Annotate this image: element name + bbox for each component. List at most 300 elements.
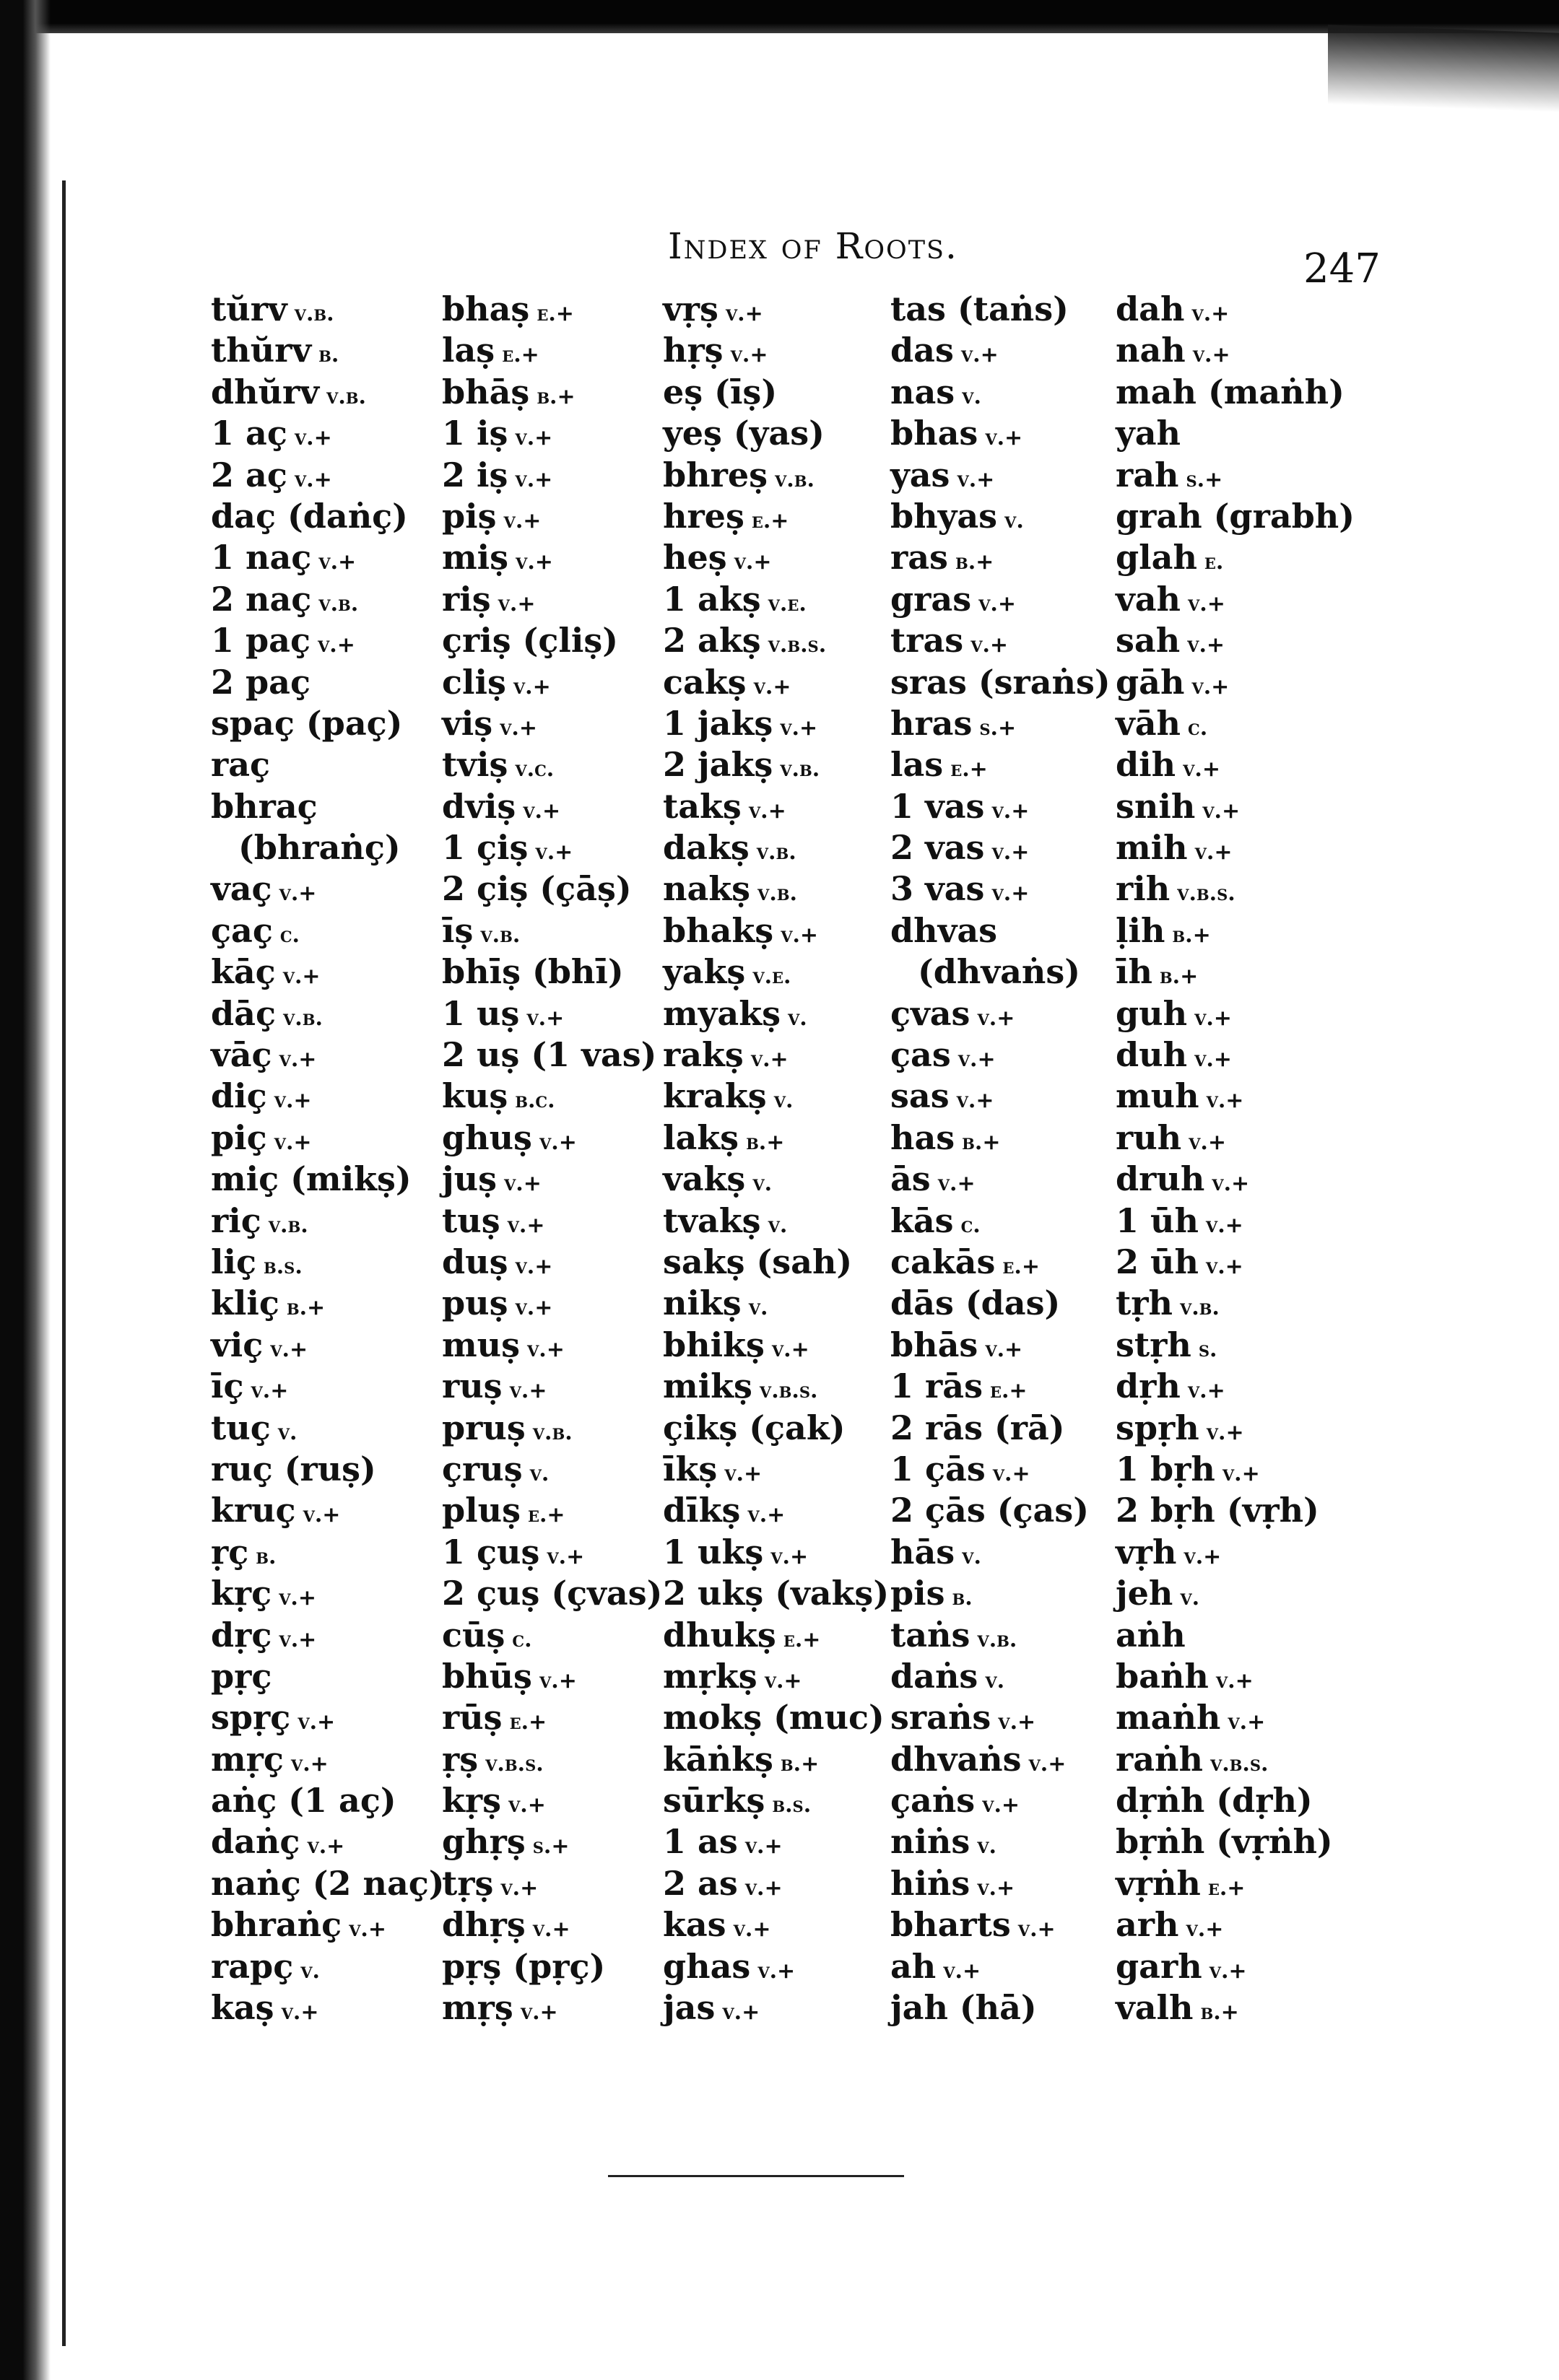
root-entry (663, 868, 889, 910)
source-abbrev: v.+ (982, 1792, 1020, 1818)
source-abbrev: v. (977, 1834, 997, 1860)
root-word: bharts (890, 1905, 1011, 1945)
root-entry (663, 827, 889, 868)
root-word: naṅç (2 naç) (211, 1863, 445, 1903)
root-word: jeh (1116, 1574, 1173, 1613)
source-abbrev: v.+ (1209, 1958, 1247, 1984)
root-word: 2 naç (211, 579, 312, 619)
root-entry (442, 1159, 662, 1200)
source-abbrev: v.+ (733, 1917, 771, 1943)
source-abbrev: v. (300, 1958, 320, 1984)
root-word: gras (890, 579, 972, 619)
root-word: vah (1116, 579, 1181, 619)
root-word: pruṣ (442, 1408, 526, 1447)
root-entry (1116, 1325, 1355, 1366)
root-word: das (890, 331, 954, 370)
root-word: nikṣ (663, 1283, 742, 1323)
root-word: kṛç (211, 1574, 272, 1613)
source-abbrev: v.+ (757, 1958, 796, 1984)
root-word: 1 ukṣ (663, 1532, 764, 1572)
root-word: cliṣ (442, 662, 506, 702)
source-abbrev: v.+ (535, 840, 573, 866)
source-abbrev: v.b. (757, 881, 797, 907)
root-word: tvakṣ (663, 1200, 761, 1240)
root-word: 1 çās (890, 1449, 986, 1488)
root-entry (663, 413, 889, 454)
root-word: mokṣ (muc) (663, 1698, 885, 1738)
root-word: yakṣ (663, 952, 746, 992)
root-entry (211, 1408, 445, 1449)
source-abbrev: v.b.s. (1210, 1751, 1269, 1777)
root-entry (1116, 496, 1355, 537)
root-entry (211, 1200, 445, 1242)
source-abbrev: b.s. (263, 1253, 303, 1279)
root-entry (1116, 1573, 1355, 1614)
source-abbrev: v.+ (1194, 1005, 1232, 1031)
root-word: 1 naç (211, 538, 312, 577)
root-word: mikṣ (663, 1366, 752, 1406)
source-abbrev: v.b. (480, 922, 521, 948)
root-word: tras (890, 621, 964, 661)
root-entry (442, 1117, 662, 1159)
root-word: 1 rās (890, 1366, 983, 1406)
root-entry (1116, 662, 1355, 703)
root-word: bhūṣ (442, 1656, 532, 1696)
root-entry (442, 1366, 662, 1407)
root-word: spṛh (1116, 1408, 1199, 1447)
root-word: rapç (211, 1946, 294, 1986)
root-word: hreṣ (663, 496, 744, 536)
root-word: 1 bṛh (1116, 1449, 1215, 1488)
source-abbrev: v.+ (998, 1709, 1036, 1735)
root-word: ḷih (1116, 910, 1165, 950)
root-word: nakṣ (663, 869, 751, 909)
root-word: çruṣ (442, 1449, 523, 1488)
root-entry (663, 703, 889, 744)
source-abbrev: b.+ (537, 383, 576, 409)
root-word: duṣ (442, 1242, 508, 1281)
source-abbrev: e.+ (783, 1626, 821, 1652)
source-abbrev: b.+ (746, 1129, 785, 1155)
root-word: rūṣ (442, 1698, 503, 1738)
root-entry (663, 1449, 889, 1490)
source-abbrev: v.+ (547, 1543, 585, 1569)
root-word: kāç (211, 952, 276, 992)
root-word: maṅh (1116, 1698, 1221, 1738)
root-entry (1116, 786, 1355, 827)
root-word: has (890, 1117, 955, 1157)
root-entry (1116, 330, 1355, 371)
source-abbrev: v.+ (1184, 1543, 1222, 1569)
root-word: dṛh (1116, 1366, 1181, 1406)
source-abbrev: v.b. (532, 1419, 573, 1445)
root-entry (663, 993, 889, 1034)
root-column-3 (663, 289, 889, 2028)
root-entry (663, 496, 889, 537)
source-abbrev: v.+ (274, 1129, 312, 1155)
root-entry (211, 1615, 445, 1656)
scan-binding-line (62, 180, 66, 2346)
source-abbrev: e.+ (509, 1709, 547, 1735)
root-entry (890, 537, 1111, 578)
source-abbrev: v.+ (523, 798, 561, 824)
root-entry (211, 496, 445, 537)
root-entry (663, 289, 889, 330)
root-word: vakṣ (663, 1159, 746, 1199)
root-entry (211, 1117, 445, 1159)
source-abbrev: v.+ (956, 1088, 994, 1114)
source-abbrev: v.+ (1206, 1419, 1244, 1445)
root-word: gāh (1116, 662, 1185, 702)
root-entry (442, 620, 662, 661)
root-entry (663, 662, 889, 703)
root-entry (211, 1656, 445, 1697)
root-word: kruç (211, 1491, 296, 1530)
root-word: ruh (1116, 1117, 1182, 1157)
root-entry (1116, 1615, 1355, 1656)
root-entry (442, 1946, 662, 1987)
source-abbrev: v.+ (977, 1875, 1015, 1901)
root-entry (890, 868, 1111, 910)
root-word: ghas (663, 1946, 751, 1986)
root-entry (663, 1034, 889, 1076)
root-word: dṛç (211, 1615, 272, 1655)
root-entry (890, 1987, 1111, 2028)
root-entry (442, 910, 662, 951)
root-entry (211, 1449, 445, 1490)
root-entry (1116, 1200, 1355, 1242)
root-entry (211, 1034, 445, 1076)
root-word: bhreṣ (663, 455, 768, 494)
root-word: vāh (1116, 703, 1181, 743)
root-entry (890, 744, 1111, 785)
root-word: tas (taṅs) (890, 289, 1069, 328)
source-abbrev: v.+ (992, 1460, 1030, 1486)
root-word: dāç (211, 993, 276, 1033)
root-entry (442, 786, 662, 827)
source-abbrev: v.b.s. (1177, 881, 1236, 907)
root-word: 2 iṣ (442, 455, 508, 494)
root-entry (442, 1821, 662, 1862)
root-entry (211, 620, 445, 661)
root-word: 2 ukṣ (vakṣ) (663, 1574, 890, 1613)
root-entry (663, 330, 889, 371)
root-entry (211, 455, 445, 496)
root-entry (890, 289, 1111, 330)
source-abbrev: e.+ (751, 507, 789, 533)
root-word: bhraç (211, 786, 318, 826)
root-entry (1116, 289, 1355, 330)
root-word: sakṣ (sah) (663, 1242, 853, 1281)
root-word: pṛç (211, 1656, 272, 1696)
root-word: bhāṣ (442, 372, 530, 411)
source-abbrev: c. (960, 1212, 981, 1238)
root-word: mṛkṣ (663, 1656, 757, 1696)
source-abbrev: s.+ (979, 715, 1017, 741)
root-word: bhakṣ (663, 910, 774, 950)
source-abbrev: v.b. (756, 840, 796, 866)
root-entry (211, 537, 445, 578)
root-entry (890, 993, 1111, 1034)
root-word: dās (das) (890, 1283, 1061, 1323)
root-word: 2 jakṣ (663, 745, 773, 785)
root-entry (211, 703, 445, 744)
root-entry (442, 1242, 662, 1283)
root-word: kaṣ (211, 1988, 274, 2028)
root-entry (442, 993, 662, 1034)
root-entry (1116, 1490, 1355, 1531)
root-word: ghuṣ (442, 1117, 532, 1157)
root-word: vṛh (1116, 1532, 1177, 1572)
root-word: cūṣ (442, 1615, 505, 1655)
root-word: tuṣ (442, 1200, 500, 1240)
root-word: dhŭrv (211, 372, 320, 411)
root-word: bhaṣ (442, 289, 530, 328)
source-abbrev: v.+ (985, 425, 1023, 451)
root-entry (1116, 1863, 1355, 1904)
root-column-4 (890, 289, 1111, 2028)
source-abbrev: v.+ (539, 1668, 577, 1694)
source-abbrev: v.+ (748, 798, 786, 824)
root-word: ças (890, 1035, 951, 1075)
root-entry (442, 868, 662, 910)
root-word: pluṣ (442, 1491, 521, 1530)
root-word: krakṣ (663, 1076, 767, 1116)
root-entry (663, 455, 889, 496)
source-abbrev: b.+ (1172, 922, 1211, 948)
source-abbrev: v.+ (303, 1502, 341, 1528)
root-word: druh (1116, 1159, 1205, 1199)
source-abbrev: v.+ (1205, 1253, 1243, 1279)
source-abbrev: v.+ (1222, 1460, 1260, 1486)
root-entry (890, 1739, 1111, 1780)
root-entry (1116, 1739, 1355, 1780)
root-entry (1116, 1076, 1355, 1117)
source-abbrev: v. (1180, 1585, 1200, 1611)
source-abbrev: v.+ (500, 715, 537, 741)
root-word: stṛh (1116, 1325, 1191, 1364)
source-abbrev: e. (1204, 549, 1224, 575)
root-word: yeṣ (yas) (663, 414, 825, 453)
root-word: mṛç (211, 1739, 284, 1779)
root-word: muṣ (442, 1325, 521, 1364)
source-abbrev: v. (962, 383, 981, 409)
root-word: 2 rās (rā) (890, 1408, 1065, 1447)
root-entry (663, 951, 889, 993)
source-abbrev: v.+ (1017, 1917, 1056, 1943)
root-entry (663, 1325, 889, 1366)
root-word: dīkṣ (663, 1491, 741, 1530)
source-abbrev: v.+ (1189, 1129, 1226, 1155)
source-abbrev: s.+ (1186, 466, 1223, 492)
root-word: kuṣ (442, 1076, 508, 1116)
root-entry (890, 1615, 1111, 1656)
root-entry (1116, 1242, 1355, 1283)
root-entry (1116, 1449, 1355, 1490)
root-entry (442, 1532, 662, 1573)
root-word: vāç (211, 1035, 272, 1075)
source-abbrev: v.+ (251, 1378, 289, 1404)
root-word: yas (890, 455, 950, 494)
root-entry (211, 1076, 445, 1117)
source-abbrev: v.+ (771, 1336, 809, 1362)
root-word: 1 iṣ (442, 414, 508, 453)
root-entry (890, 1532, 1111, 1573)
root-word: īkṣ (663, 1449, 718, 1488)
source-abbrev: v. (1004, 507, 1024, 533)
source-abbrev: v.+ (744, 1834, 783, 1860)
root-word: hṛṣ (663, 331, 724, 370)
root-entry (211, 951, 445, 993)
root-word: bṛṅh (vṛṅh) (1116, 1822, 1333, 1862)
root-entry (442, 579, 662, 620)
source-abbrev: v.b. (318, 590, 359, 616)
source-abbrev: v.+ (318, 549, 357, 575)
root-word: ruṣ (442, 1366, 503, 1406)
source-abbrev: v.+ (957, 1047, 996, 1073)
source-abbrev: v.+ (1192, 342, 1230, 368)
root-entry (211, 1159, 445, 1200)
root-word: yah (1116, 414, 1181, 453)
root-word: rah (1116, 455, 1179, 494)
source-abbrev: v.+ (500, 1875, 539, 1901)
source-abbrev: v.+ (509, 1378, 547, 1404)
root-entry (442, 1573, 662, 1614)
source-abbrev: v.b.s. (768, 632, 827, 658)
root-column-1 (211, 289, 445, 2028)
root-entry (1116, 827, 1355, 868)
root-word: sras (sraṅs) (890, 662, 1111, 702)
root-entry (890, 1366, 1111, 1407)
root-entry (211, 1987, 445, 2028)
root-word: cakās (890, 1242, 996, 1281)
source-abbrev: v.+ (1187, 590, 1225, 616)
root-entry (890, 1946, 1111, 1987)
root-entry (890, 1283, 1111, 1324)
root-word: ras (890, 538, 948, 577)
root-entry (890, 413, 1111, 454)
source-abbrev: e.+ (989, 1378, 1028, 1404)
root-entry (211, 1904, 445, 1945)
root-word: eṣ (īṣ) (663, 372, 778, 411)
source-abbrev: v.b. (780, 757, 820, 783)
source-abbrev: e.+ (950, 757, 988, 783)
source-abbrev: v.+ (722, 2000, 760, 2026)
page-title: Index of Roots. (668, 225, 958, 267)
root-entry (663, 1200, 889, 1242)
root-entry (890, 1697, 1111, 1738)
source-abbrev: b. (318, 342, 339, 368)
root-entry (442, 1656, 662, 1697)
root-entry (1116, 703, 1355, 744)
root-entry (890, 1200, 1111, 1242)
root-word: arh (1116, 1905, 1179, 1945)
root-entry (211, 1739, 445, 1780)
root-entry (442, 1449, 662, 1490)
root-word: ghṛṣ (442, 1822, 526, 1862)
source-abbrev: v.+ (991, 840, 1030, 866)
root-entry (890, 1117, 1111, 1159)
source-abbrev: v.+ (747, 1502, 786, 1528)
source-abbrev: c. (279, 922, 300, 948)
source-abbrev: v.+ (520, 2000, 558, 2026)
source-abbrev: v.+ (526, 1005, 565, 1031)
source-abbrev: v.+ (730, 342, 768, 368)
source-abbrev: v.b. (326, 383, 366, 409)
root-word: puṣ (442, 1283, 508, 1323)
source-abbrev: v.c. (515, 757, 555, 783)
source-abbrev: v.+ (1187, 632, 1225, 658)
source-abbrev: v.b. (775, 466, 815, 492)
root-word: laṣ (442, 331, 495, 370)
source-abbrev: v.+ (970, 632, 1009, 658)
root-word: 2 bṛh (vṛh) (1116, 1491, 1319, 1530)
source-abbrev: v.+ (515, 425, 553, 451)
root-entry (890, 1573, 1111, 1614)
root-entry (663, 1283, 889, 1324)
source-abbrev: v.+ (516, 549, 553, 575)
root-entry (211, 1946, 445, 1987)
root-word: bhyas (890, 496, 998, 536)
source-abbrev: v.+ (498, 590, 536, 616)
root-entry (663, 537, 889, 578)
root-word: mah (maṅh) (1116, 372, 1345, 411)
root-entry (442, 1615, 662, 1656)
source-abbrev: v.+ (279, 1585, 316, 1611)
root-entry (1116, 951, 1355, 993)
source-abbrev: v.+ (1191, 674, 1230, 699)
root-word: (dhvaṅs) (918, 952, 1081, 992)
root-entry (442, 951, 662, 993)
root-entry (1116, 1283, 1355, 1324)
source-abbrev: v.b. (977, 1626, 1017, 1652)
root-entry (1116, 1821, 1355, 1862)
source-abbrev: v.+ (513, 674, 551, 699)
root-entry (211, 993, 445, 1034)
root-entry (663, 1987, 889, 2028)
root-word: ṛṣ (442, 1739, 479, 1779)
root-word: baṅh (1116, 1656, 1209, 1696)
root-word: 1 paç (211, 621, 311, 661)
root-entry (1116, 1697, 1355, 1738)
root-word: 2 çiṣ (çāṣ) (442, 869, 632, 909)
source-abbrev: e.+ (502, 342, 539, 368)
root-word: duh (1116, 1035, 1188, 1075)
root-entry (890, 620, 1111, 661)
root-entry (663, 620, 889, 661)
source-abbrev: v.e. (768, 590, 807, 616)
root-word: guh (1116, 993, 1188, 1033)
root-word: vṛṅh (1116, 1863, 1201, 1903)
root-entry (663, 1780, 889, 1821)
root-word: hās (890, 1532, 955, 1572)
root-entry (663, 744, 889, 785)
source-abbrev: v.+ (978, 590, 1016, 616)
root-word: spaç (paç) (211, 703, 403, 743)
root-word: valh (1116, 1988, 1194, 2028)
source-abbrev: v.+ (753, 674, 791, 699)
root-word: rih (1116, 869, 1171, 909)
root-word: 1 jakṣ (663, 703, 773, 743)
root-entry (663, 1697, 889, 1738)
source-abbrev: v. (748, 1295, 768, 1321)
root-entry (211, 1325, 445, 1366)
root-word: nah (1116, 331, 1186, 370)
root-word: riṣ (442, 579, 491, 619)
root-entry (1116, 579, 1355, 620)
root-entry (890, 951, 1111, 993)
root-entry (663, 1366, 889, 1407)
